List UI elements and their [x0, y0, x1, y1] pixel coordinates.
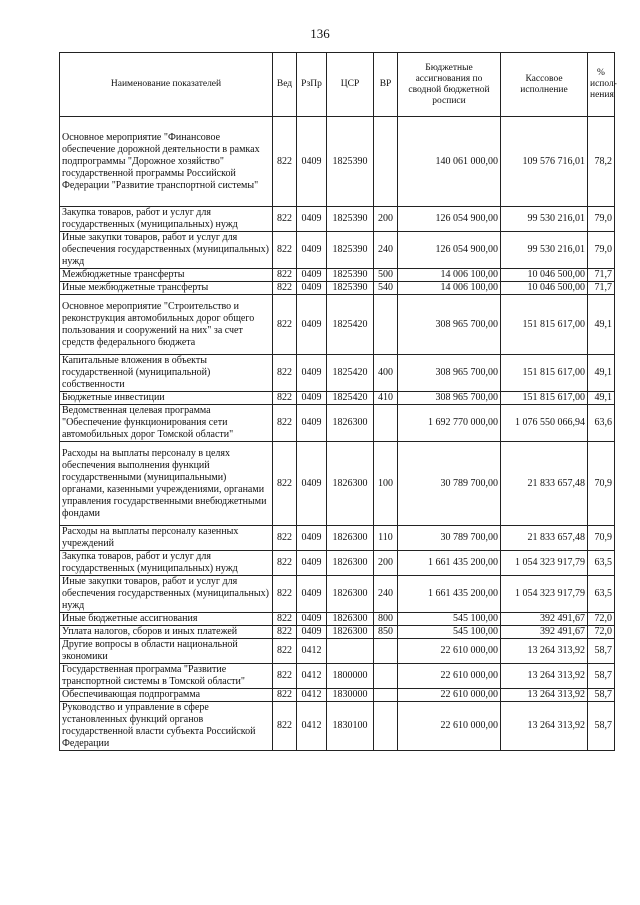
table-row: [60, 613, 615, 626]
cell-execution: 151 815 617,00: [501, 355, 588, 392]
cell-rzpr: 0409: [297, 626, 327, 639]
table-row: [60, 269, 615, 282]
cell-vr: 240: [374, 232, 398, 269]
cell-rzpr: 0412: [297, 664, 327, 689]
table-header-row: [60, 53, 615, 117]
cell-name: Расходы на выплаты персоналу в целях обеспечения выполнения функций государственными (муниципальными) органами, казенными учреждениями, органами управления государственными внебюджетными фондами: [60, 442, 273, 526]
cell-csr: 1830000: [327, 689, 374, 702]
cell-ved: 822: [273, 689, 297, 702]
cell-vr: [374, 405, 398, 442]
cell-vr: 400: [374, 355, 398, 392]
header-csr: ЦСР: [327, 53, 374, 117]
table-row: [60, 689, 615, 702]
cell-percent: 71,7: [588, 269, 615, 282]
cell-rzpr: 0409: [297, 295, 327, 355]
cell-assignments: 1 661 435 200,00: [398, 551, 501, 576]
table-row: [60, 526, 615, 551]
cell-percent: 58,7: [588, 639, 615, 664]
cell-assignments: 30 789 700,00: [398, 526, 501, 551]
table-row: [60, 405, 615, 442]
cell-execution: 21 833 657,48: [501, 526, 588, 551]
cell-vr: [374, 664, 398, 689]
table-row: [60, 664, 615, 689]
table-row: [60, 355, 615, 392]
cell-assignments: 1 661 435 200,00: [398, 576, 501, 613]
cell-csr: 1826300: [327, 626, 374, 639]
cell-vr: 200: [374, 207, 398, 232]
cell-assignments: 308 965 700,00: [398, 392, 501, 405]
header-rzpr: РзПр: [297, 53, 327, 117]
cell-rzpr: 0412: [297, 702, 327, 751]
cell-vr: 200: [374, 551, 398, 576]
cell-ved: 822: [273, 576, 297, 613]
cell-execution: 13 264 313,92: [501, 702, 588, 751]
cell-vr: 240: [374, 576, 398, 613]
cell-execution: 10 046 500,00: [501, 269, 588, 282]
table-row: [60, 551, 615, 576]
cell-vr: 800: [374, 613, 398, 626]
table-row: [60, 639, 615, 664]
table-row: [60, 232, 615, 269]
cell-name: Иные закупки товаров, работ и услуг для обеспечения государственных (муниципальных) нужд: [60, 232, 273, 269]
cell-ved: 822: [273, 626, 297, 639]
cell-ved: 822: [273, 232, 297, 269]
cell-ved: 822: [273, 702, 297, 751]
cell-execution: 21 833 657,48: [501, 442, 588, 526]
header-assignments: Бюджетные ассигнования по сводной бюджетной росписи: [398, 53, 501, 117]
cell-csr: 1825420: [327, 392, 374, 405]
cell-csr: 1825390: [327, 232, 374, 269]
cell-csr: 1825390: [327, 117, 374, 207]
cell-ved: 822: [273, 613, 297, 626]
cell-vr: [374, 702, 398, 751]
cell-vr: 850: [374, 626, 398, 639]
cell-execution: 13 264 313,92: [501, 689, 588, 702]
cell-ved: 822: [273, 282, 297, 295]
cell-ved: 822: [273, 664, 297, 689]
header-percent: % испол-нения: [588, 53, 615, 117]
cell-execution: 151 815 617,00: [501, 392, 588, 405]
cell-assignments: 308 965 700,00: [398, 295, 501, 355]
cell-ved: 822: [273, 526, 297, 551]
cell-execution: 13 264 313,92: [501, 639, 588, 664]
cell-vr: 110: [374, 526, 398, 551]
cell-ved: 822: [273, 392, 297, 405]
cell-percent: 72,0: [588, 626, 615, 639]
table-body: [60, 117, 615, 751]
table-row: [60, 295, 615, 355]
cell-rzpr: 0409: [297, 392, 327, 405]
cell-rzpr: 0409: [297, 282, 327, 295]
cell-name: Иные межбюджетные трансферты: [60, 282, 273, 295]
cell-percent: 49,1: [588, 392, 615, 405]
cell-name: Уплата налогов, сборов и иных платежей: [60, 626, 273, 639]
table-row: [60, 207, 615, 232]
cell-csr: 1826300: [327, 442, 374, 526]
cell-csr: 1800000: [327, 664, 374, 689]
cell-vr: [374, 117, 398, 207]
cell-name: Основное мероприятие "Строительство и реконструкция автомобильных дорог общего пользования и сооружений на них" за счет средств федерального бюджета: [60, 295, 273, 355]
cell-csr: 1825420: [327, 295, 374, 355]
budget-execution-table: [59, 52, 615, 751]
table-row: [60, 442, 615, 526]
cell-rzpr: 0409: [297, 442, 327, 526]
cell-name: Иные закупки товаров, работ и услуг для обеспечения государственных (муниципальных) нужд: [60, 576, 273, 613]
cell-rzpr: 0409: [297, 576, 327, 613]
header-vr: ВР: [374, 53, 398, 117]
cell-ved: 822: [273, 295, 297, 355]
header-name: Наименование показателей: [60, 53, 273, 117]
cell-csr: [327, 639, 374, 664]
cell-percent: 70,9: [588, 442, 615, 526]
cell-execution: 13 264 313,92: [501, 664, 588, 689]
cell-rzpr: 0409: [297, 117, 327, 207]
cell-assignments: 545 100,00: [398, 626, 501, 639]
cell-name: Иные бюджетные ассигнования: [60, 613, 273, 626]
cell-percent: 72,0: [588, 613, 615, 626]
cell-vr: [374, 295, 398, 355]
cell-assignments: 140 061 000,00: [398, 117, 501, 207]
table-row: [60, 702, 615, 751]
cell-execution: 392 491,67: [501, 613, 588, 626]
cell-csr: 1825390: [327, 269, 374, 282]
cell-name: Обеспечивающая подпрограмма: [60, 689, 273, 702]
cell-rzpr: 0409: [297, 405, 327, 442]
cell-execution: 10 046 500,00: [501, 282, 588, 295]
cell-csr: 1830100: [327, 702, 374, 751]
cell-name: Расходы на выплаты персоналу казенных учреждений: [60, 526, 273, 551]
cell-name: Государственная программа "Развитие транспортной системы в Томской области": [60, 664, 273, 689]
cell-name: Межбюджетные трансферты: [60, 269, 273, 282]
cell-assignments: 14 006 100,00: [398, 269, 501, 282]
table-row: [60, 576, 615, 613]
table-row: [60, 282, 615, 295]
cell-rzpr: 0409: [297, 355, 327, 392]
header-execution: Кассовое исполнение: [501, 53, 588, 117]
cell-assignments: 22 610 000,00: [398, 664, 501, 689]
table-row: [60, 392, 615, 405]
cell-percent: 63,5: [588, 576, 615, 613]
cell-name: Основное мероприятие "Финансовое обеспечение дорожной деятельности в рамках подпрограммы "Дорожное хозяйство" государственной программы Российской Федерации "Развитие транспортной системы": [60, 117, 273, 207]
cell-assignments: 308 965 700,00: [398, 355, 501, 392]
table-row: [60, 117, 615, 207]
cell-ved: 822: [273, 117, 297, 207]
cell-assignments: 14 006 100,00: [398, 282, 501, 295]
cell-execution: 1 054 323 917,79: [501, 576, 588, 613]
cell-execution: 1 076 550 066,94: [501, 405, 588, 442]
cell-ved: 822: [273, 405, 297, 442]
table-row: [60, 626, 615, 639]
cell-name: Закупка товаров, работ и услуг для государственных (муниципальных) нужд: [60, 207, 273, 232]
cell-name: Бюджетные инвестиции: [60, 392, 273, 405]
cell-vr: 500: [374, 269, 398, 282]
cell-rzpr: 0412: [297, 689, 327, 702]
cell-assignments: 126 054 900,00: [398, 232, 501, 269]
cell-ved: 822: [273, 551, 297, 576]
cell-rzpr: 0409: [297, 613, 327, 626]
cell-percent: 49,1: [588, 295, 615, 355]
cell-execution: 109 576 716,01: [501, 117, 588, 207]
cell-assignments: 30 789 700,00: [398, 442, 501, 526]
cell-csr: 1826300: [327, 576, 374, 613]
cell-execution: 392 491,67: [501, 626, 588, 639]
cell-csr: 1826300: [327, 551, 374, 576]
cell-percent: 63,5: [588, 551, 615, 576]
cell-assignments: 126 054 900,00: [398, 207, 501, 232]
cell-assignments: 545 100,00: [398, 613, 501, 626]
cell-name: Капитальные вложения в объекты государственной (муниципальной) собственности: [60, 355, 273, 392]
cell-percent: 79,0: [588, 207, 615, 232]
cell-rzpr: 0412: [297, 639, 327, 664]
cell-percent: 58,7: [588, 702, 615, 751]
cell-vr: 410: [374, 392, 398, 405]
cell-csr: 1826300: [327, 526, 374, 551]
cell-percent: 58,7: [588, 664, 615, 689]
cell-vr: [374, 689, 398, 702]
cell-assignments: 22 610 000,00: [398, 689, 501, 702]
cell-percent: 49,1: [588, 355, 615, 392]
cell-name: Руководство и управление в сфере установленных функций органов государственной власти субъекта Российской Федерации: [60, 702, 273, 751]
cell-rzpr: 0409: [297, 269, 327, 282]
cell-vr: 100: [374, 442, 398, 526]
cell-name: Закупка товаров, работ и услуг для государственных (муниципальных) нужд: [60, 551, 273, 576]
cell-name: Другие вопросы в области национальной экономики: [60, 639, 273, 664]
cell-ved: 822: [273, 442, 297, 526]
cell-percent: 70,9: [588, 526, 615, 551]
cell-assignments: 22 610 000,00: [398, 702, 501, 751]
cell-vr: [374, 639, 398, 664]
cell-percent: 71,7: [588, 282, 615, 295]
cell-name: Ведомственная целевая программа "Обеспечение функционирования сети автомобильных дорог Томской области": [60, 405, 273, 442]
cell-execution: 99 530 216,01: [501, 232, 588, 269]
cell-rzpr: 0409: [297, 526, 327, 551]
cell-rzpr: 0409: [297, 551, 327, 576]
cell-percent: 78,2: [588, 117, 615, 207]
cell-csr: 1825390: [327, 282, 374, 295]
cell-csr: 1826300: [327, 613, 374, 626]
cell-vr: 540: [374, 282, 398, 295]
cell-csr: 1825390: [327, 207, 374, 232]
cell-assignments: 1 692 770 000,00: [398, 405, 501, 442]
cell-assignments: 22 610 000,00: [398, 639, 501, 664]
cell-rzpr: 0409: [297, 232, 327, 269]
cell-ved: 822: [273, 269, 297, 282]
cell-execution: 1 054 323 917,79: [501, 551, 588, 576]
cell-percent: 63,6: [588, 405, 615, 442]
cell-ved: 822: [273, 207, 297, 232]
cell-ved: 822: [273, 639, 297, 664]
cell-csr: 1826300: [327, 405, 374, 442]
cell-execution: 151 815 617,00: [501, 295, 588, 355]
cell-percent: 58,7: [588, 689, 615, 702]
cell-rzpr: 0409: [297, 207, 327, 232]
page-number: 136: [310, 26, 330, 41]
cell-percent: 79,0: [588, 232, 615, 269]
cell-ved: 822: [273, 355, 297, 392]
header-ved: Вед: [273, 53, 297, 117]
cell-execution: 99 530 216,01: [501, 207, 588, 232]
cell-csr: 1825420: [327, 355, 374, 392]
